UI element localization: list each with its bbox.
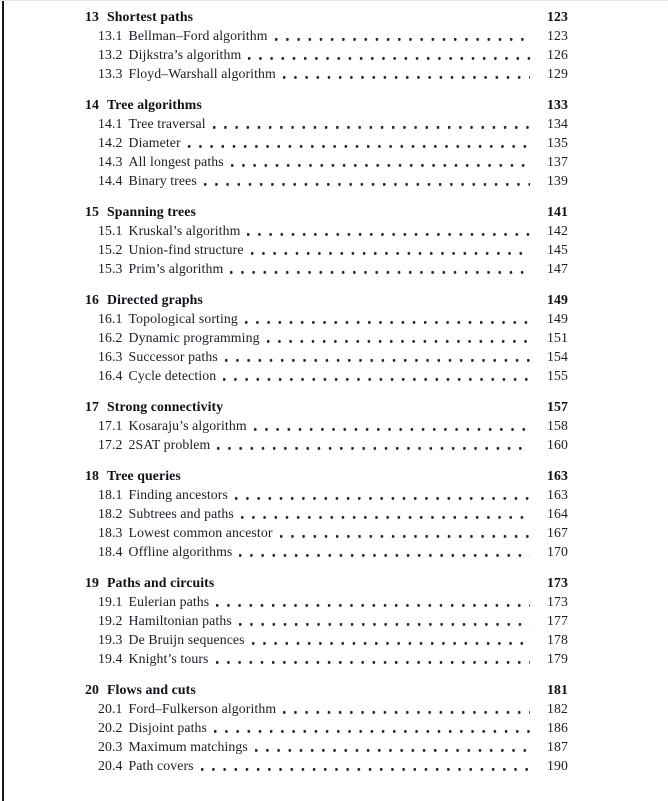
entry-page-number: 145 [547, 242, 568, 257]
dot-leader [188, 133, 530, 152]
chapter-row [85, 7, 568, 26]
chapter-row [85, 397, 568, 416]
entry-title: Kruskal’s algorithm [128, 223, 241, 238]
table-of-contents [85, 7, 568, 787]
entry-page-number: 173 [547, 594, 568, 609]
entry-number: 19 [85, 575, 99, 590]
dot-leader [216, 592, 530, 611]
section-row [85, 221, 568, 240]
entry-page-number: 182 [547, 701, 568, 716]
dot-leader [247, 221, 530, 240]
entry-number: 13 [85, 9, 99, 24]
section-row [85, 366, 568, 385]
entry-number: 17.1 [98, 418, 123, 433]
chapter-row [85, 202, 568, 221]
entry-title: Successor paths [128, 349, 218, 364]
dot-leader [203, 680, 530, 699]
dot-leader [201, 756, 530, 775]
entry-number: 18 [85, 468, 99, 483]
entry-page-number: 173 [547, 575, 568, 590]
dot-leader [254, 416, 530, 435]
section-row [85, 416, 568, 435]
entry-title: Cycle detection [128, 368, 217, 383]
dot-leader [283, 699, 530, 718]
section-row [85, 649, 568, 668]
entry-page-number: 133 [547, 97, 568, 112]
entry-page-number: 177 [547, 613, 568, 628]
entry-title: Binary trees [128, 173, 197, 188]
entry-page-number: 167 [547, 525, 568, 540]
section-row [85, 592, 568, 611]
entry-title: Topological sorting [128, 311, 238, 326]
toc-chapter [85, 290, 568, 385]
entry-title: Shortest paths [107, 9, 194, 24]
section-row [85, 309, 568, 328]
section-row [85, 542, 568, 561]
entry-page-number: 164 [547, 506, 568, 521]
dot-leader [225, 347, 530, 366]
dot-leader [231, 152, 530, 171]
dot-leader [200, 7, 530, 26]
entry-title: Path covers [128, 758, 194, 773]
section-row [85, 485, 568, 504]
entry-page-number: 149 [547, 311, 568, 326]
entry-title: Bellman–Ford algorithm [128, 28, 268, 43]
entry-title: Ford–Fulkerson algorithm [128, 701, 277, 716]
chapter-row [85, 466, 568, 485]
entry-number: 15.2 [98, 242, 123, 257]
entry-number: 16.1 [98, 311, 123, 326]
dot-leader [251, 240, 530, 259]
entry-page-number: 186 [547, 720, 568, 735]
entry-page-number: 151 [547, 330, 568, 345]
entry-title: Paths and circuits [107, 575, 215, 590]
entry-number: 14.2 [98, 135, 123, 150]
toc-chapter [85, 466, 568, 561]
entry-number: 19.4 [98, 651, 123, 666]
section-row [85, 737, 568, 756]
section-row [85, 756, 568, 775]
entry-page-number: 141 [547, 204, 568, 219]
entry-title: Eulerian paths [128, 594, 210, 609]
entry-page-number: 170 [547, 544, 568, 559]
entry-title: Hamiltonian paths [128, 613, 232, 628]
entry-page-number: 157 [547, 399, 568, 414]
entry-title: Diameter [128, 135, 181, 150]
dot-leader [235, 485, 530, 504]
dot-leader [188, 466, 530, 485]
entry-title: Dynamic programming [128, 330, 260, 345]
entry-page-number: 123 [547, 28, 568, 43]
entry-number: 13.1 [98, 28, 123, 43]
section-row [85, 26, 568, 45]
entry-number: 14.4 [98, 173, 123, 188]
entry-title: Prim’s algorithm [128, 261, 224, 276]
dot-leader [239, 542, 530, 561]
entry-page-number: 163 [547, 487, 568, 502]
entry-number: 19.2 [98, 613, 123, 628]
toc-chapter [85, 680, 568, 775]
entry-page-number: 179 [547, 651, 568, 666]
entry-page-number: 123 [547, 9, 568, 24]
section-row [85, 114, 568, 133]
dot-leader [213, 114, 530, 133]
entry-number: 14.1 [98, 116, 123, 131]
section-row [85, 64, 568, 83]
dot-leader [203, 202, 530, 221]
entry-page-number: 154 [547, 349, 568, 364]
dot-leader [245, 309, 530, 328]
page-left-edge-line [2, 1, 4, 801]
dot-leader [267, 328, 530, 347]
entry-number: 14.3 [98, 154, 123, 169]
entry-page-number: 190 [547, 758, 568, 773]
entry-page-number: 129 [547, 66, 568, 81]
section-row [85, 347, 568, 366]
entry-number: 17.2 [98, 437, 123, 452]
entry-page-number: 160 [547, 437, 568, 452]
entry-number: 19.1 [98, 594, 123, 609]
entry-number: 16.4 [98, 368, 123, 383]
chapter-row [85, 95, 568, 114]
entry-title: Offline algorithms [128, 544, 233, 559]
entry-number: 16.3 [98, 349, 123, 364]
dot-leader [216, 649, 530, 668]
entry-page-number: 155 [547, 368, 568, 383]
dot-leader [275, 26, 530, 45]
entry-page-number: 126 [547, 47, 568, 62]
entry-number: 16.2 [98, 330, 123, 345]
dot-leader [210, 290, 530, 309]
entry-page-number: 147 [547, 261, 568, 276]
entry-page-number: 139 [547, 173, 568, 188]
dot-leader [241, 504, 530, 523]
entry-number: 18.4 [98, 544, 123, 559]
chapter-row [85, 680, 568, 699]
entry-page-number: 163 [547, 468, 568, 483]
entry-title: 2SAT problem [128, 437, 211, 452]
dot-leader [230, 259, 530, 278]
entry-title: Tree queries [107, 468, 181, 483]
entry-title: Tree algorithms [107, 97, 202, 112]
dot-leader [223, 366, 530, 385]
entry-page-number: 178 [547, 632, 568, 647]
entry-title: Flows and cuts [107, 682, 196, 697]
entry-number: 20 [85, 682, 99, 697]
chapter-row [85, 290, 568, 309]
section-row [85, 171, 568, 190]
entry-title: Subtrees and paths [128, 506, 234, 521]
entry-title: Knight’s tours [128, 651, 209, 666]
entry-title: Lowest common ancestor [128, 525, 273, 540]
toc-chapter [85, 397, 568, 454]
section-row [85, 435, 568, 454]
section-row [85, 504, 568, 523]
entry-title: Disjoint paths [128, 720, 207, 735]
entry-number: 20.4 [98, 758, 123, 773]
section-row [85, 259, 568, 278]
entry-page-number: 187 [547, 739, 568, 754]
entry-number: 13.3 [98, 66, 123, 81]
entry-title: Kosaraju’s algorithm [128, 418, 247, 433]
section-row [85, 523, 568, 542]
entry-page-number: 142 [547, 223, 568, 238]
dot-leader [248, 45, 530, 64]
entry-title: Union-find structure [128, 242, 244, 257]
dot-leader [230, 397, 530, 416]
entry-title: Maximum matchings [128, 739, 248, 754]
entry-number: 20.2 [98, 720, 123, 735]
entry-number: 14 [85, 97, 99, 112]
entry-number: 17 [85, 399, 99, 414]
entry-title: All longest paths [128, 154, 224, 169]
dot-leader [239, 611, 530, 630]
entry-number: 18.1 [98, 487, 123, 502]
entry-number: 20.3 [98, 739, 123, 754]
entry-page-number: 149 [547, 292, 568, 307]
entry-number: 16 [85, 292, 99, 307]
entry-title: Floyd–Warshall algorithm [128, 66, 276, 81]
entry-number: 18.3 [98, 525, 123, 540]
section-row [85, 133, 568, 152]
dot-leader [209, 95, 530, 114]
entry-number: 13.2 [98, 47, 123, 62]
entry-title: Directed graphs [107, 292, 203, 307]
dot-leader [252, 630, 530, 649]
section-row [85, 699, 568, 718]
toc-chapter [85, 573, 568, 668]
entry-page-number: 134 [547, 116, 568, 131]
entry-number: 18.2 [98, 506, 123, 521]
entry-page-number: 137 [547, 154, 568, 169]
toc-chapter [85, 95, 568, 190]
section-row [85, 152, 568, 171]
dot-leader [214, 718, 530, 737]
entry-page-number: 181 [547, 682, 568, 697]
entry-number: 19.3 [98, 632, 123, 647]
entry-title: Dijkstra’s algorithm [128, 47, 242, 62]
section-row [85, 45, 568, 64]
section-row [85, 630, 568, 649]
chapter-row [85, 573, 568, 592]
dot-leader [280, 523, 530, 542]
entry-title: Strong connectivity [107, 399, 224, 414]
entry-number: 15.1 [98, 223, 123, 238]
toc-chapter [85, 7, 568, 83]
section-row [85, 328, 568, 347]
dot-leader [204, 171, 530, 190]
dot-leader [255, 737, 530, 756]
entry-number: 20.1 [98, 701, 123, 716]
section-row [85, 718, 568, 737]
dot-leader [221, 573, 530, 592]
entry-number: 15 [85, 204, 99, 219]
toc-chapter [85, 202, 568, 278]
section-row [85, 240, 568, 259]
entry-title: Tree traversal [128, 116, 206, 131]
dot-leader [217, 435, 530, 454]
entry-title: De Bruijn sequences [128, 632, 245, 647]
entry-title: Spanning trees [107, 204, 196, 219]
entry-number: 15.3 [98, 261, 123, 276]
entry-page-number: 135 [547, 135, 568, 150]
dot-leader [283, 64, 530, 83]
entry-page-number: 158 [547, 418, 568, 433]
section-row [85, 611, 568, 630]
entry-title: Finding ancestors [128, 487, 228, 502]
